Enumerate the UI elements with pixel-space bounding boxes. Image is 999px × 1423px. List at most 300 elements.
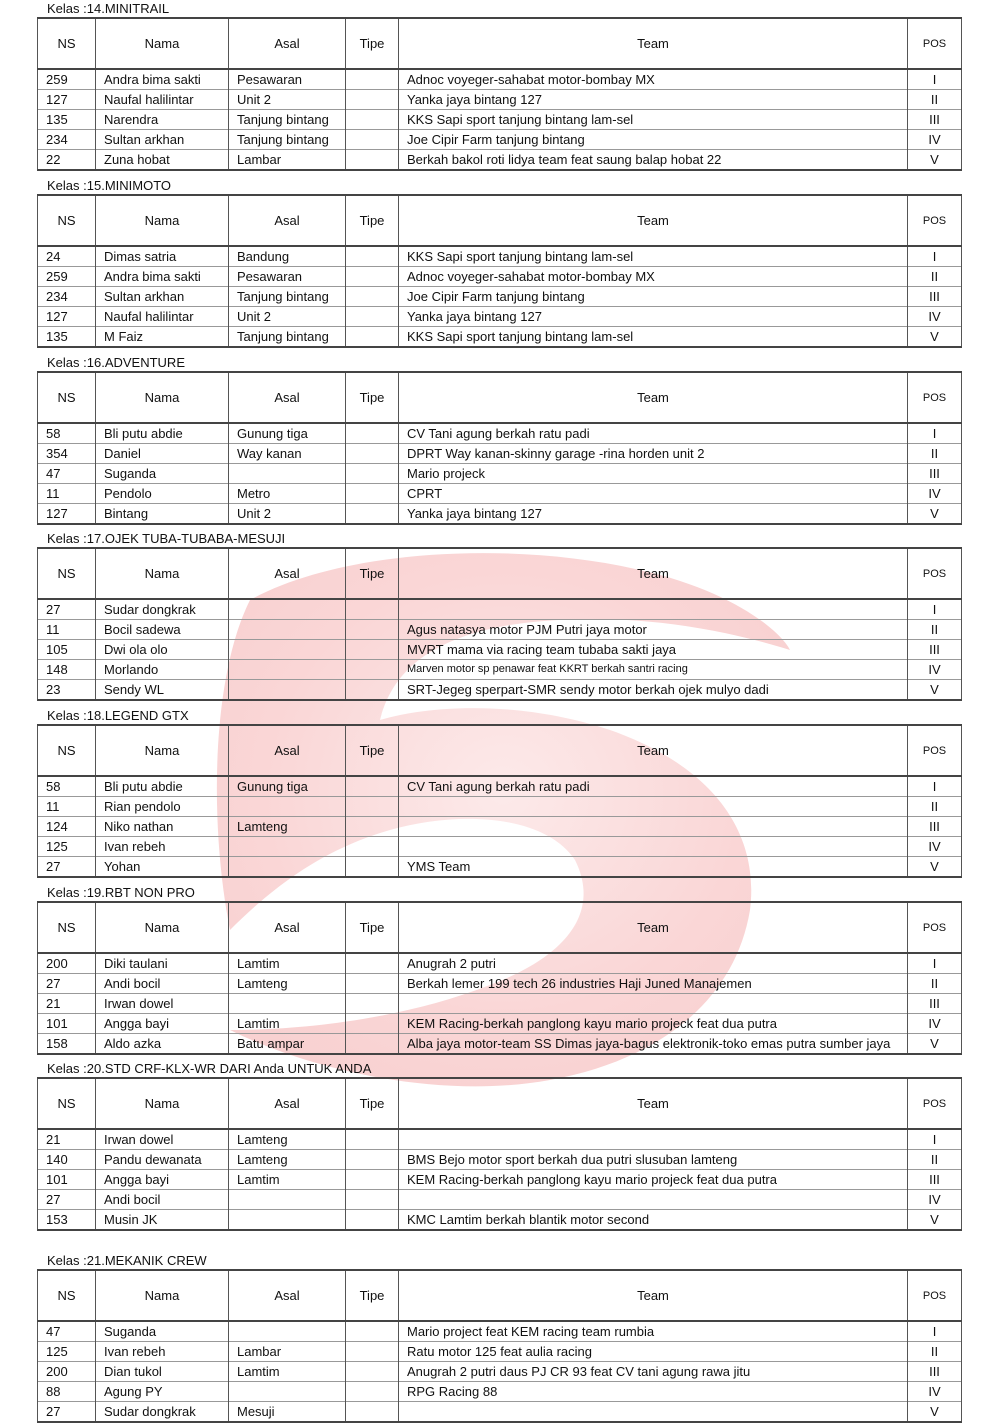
- table-row: [38, 110, 962, 130]
- cell-team: Ratu motor 125 feat aulia racing: [399, 1342, 908, 1362]
- cell-team: Berkah lemer 199 tech 26 industries Haji Juned Manajemen: [399, 974, 908, 994]
- cell-ns: 234: [38, 287, 96, 307]
- table-row: [38, 1129, 962, 1150]
- cell-nama: Ivan rebeh: [96, 1342, 229, 1362]
- cell-ns: 200: [38, 953, 96, 974]
- column-header-team: Team: [399, 902, 908, 953]
- cell-nama: Dian tukol: [96, 1362, 229, 1382]
- header-row: [38, 548, 962, 599]
- table-row: [38, 423, 962, 444]
- cell-asal: [229, 680, 346, 701]
- header-row: [38, 725, 962, 776]
- table-row: [38, 444, 962, 464]
- column-header-nama: Nama: [96, 18, 229, 69]
- cell-team: Adnoc voyeger-sahabat motor-bombay MX: [399, 69, 908, 90]
- class-title: Kelas :17.OJEK TUBA-TUBABA-MESUJI: [47, 531, 286, 546]
- cell-pos: I: [908, 953, 962, 974]
- cell-nama: Irwan dowel: [96, 1129, 229, 1150]
- cell-asal: [229, 660, 346, 680]
- column-header-team: Team: [399, 195, 908, 246]
- table-row: [38, 680, 962, 701]
- cell-team: [399, 994, 908, 1014]
- table-row: [38, 1034, 962, 1055]
- cell-nama: Agung PY: [96, 1382, 229, 1402]
- cell-team: MVRT mama via racing team tubaba sakti jaya: [399, 640, 908, 660]
- results-table: [37, 547, 962, 701]
- cell-tipe: [346, 857, 399, 878]
- cell-ns: 153: [38, 1210, 96, 1231]
- cell-pos: V: [908, 680, 962, 701]
- cell-nama: Narendra: [96, 110, 229, 130]
- cell-ns: 47: [38, 464, 96, 484]
- cell-ns: 234: [38, 130, 96, 150]
- cell-ns: 27: [38, 857, 96, 878]
- cell-pos: II: [908, 1150, 962, 1170]
- cell-pos: IV: [908, 130, 962, 150]
- results-table: [37, 194, 962, 348]
- cell-pos: V: [908, 504, 962, 525]
- cell-pos: IV: [908, 1382, 962, 1402]
- cell-pos: V: [908, 1210, 962, 1231]
- cell-ns: 259: [38, 267, 96, 287]
- cell-tipe: [346, 504, 399, 525]
- column-header-pos: POS: [908, 902, 962, 953]
- cell-nama: Sudar dongkrak: [96, 599, 229, 620]
- cell-pos: I: [908, 69, 962, 90]
- cell-asal: Way kanan: [229, 444, 346, 464]
- cell-tipe: [346, 1402, 399, 1423]
- cell-tipe: [346, 1170, 399, 1190]
- cell-tipe: [346, 327, 399, 348]
- cell-pos: II: [908, 90, 962, 110]
- cell-tipe: [346, 90, 399, 110]
- cell-team: KMC Lamtim berkah blantik motor second: [399, 1210, 908, 1231]
- cell-ns: 127: [38, 307, 96, 327]
- cell-pos: V: [908, 327, 962, 348]
- cell-tipe: [346, 1129, 399, 1150]
- cell-tipe: [346, 287, 399, 307]
- cell-nama: Dwi ola olo: [96, 640, 229, 660]
- column-header-ns: NS: [38, 1078, 96, 1129]
- cell-pos: IV: [908, 1190, 962, 1210]
- table-row: [38, 797, 962, 817]
- column-header-pos: POS: [908, 1270, 962, 1321]
- cell-ns: 27: [38, 974, 96, 994]
- cell-asal: [229, 1321, 346, 1342]
- column-header-pos: POS: [908, 195, 962, 246]
- cell-nama: Naufal halilintar: [96, 90, 229, 110]
- cell-team: Anugrah 2 putri daus PJ CR 93 feat CV tani agung rawa jitu: [399, 1362, 908, 1382]
- cell-tipe: [346, 953, 399, 974]
- cell-pos: V: [908, 150, 962, 171]
- cell-nama: Bli putu abdie: [96, 776, 229, 797]
- cell-pos: III: [908, 287, 962, 307]
- cell-nama: Suganda: [96, 464, 229, 484]
- cell-ns: 11: [38, 484, 96, 504]
- cell-tipe: [346, 660, 399, 680]
- cell-ns: 23: [38, 680, 96, 701]
- cell-pos: I: [908, 1129, 962, 1150]
- column-header-pos: POS: [908, 372, 962, 423]
- class-title: Kelas :15.MINIMOTO: [47, 178, 172, 193]
- table-row: [38, 1382, 962, 1402]
- cell-pos: III: [908, 994, 962, 1014]
- column-header-asal: Asal: [229, 902, 346, 953]
- cell-team: Joe Cipir Farm tanjung bintang: [399, 287, 908, 307]
- cell-team: Yanka jaya bintang 127: [399, 90, 908, 110]
- column-header-asal: Asal: [229, 725, 346, 776]
- cell-nama: Andra bima sakti: [96, 267, 229, 287]
- cell-asal: [229, 1382, 346, 1402]
- cell-pos: V: [908, 1402, 962, 1423]
- column-header-nama: Nama: [96, 195, 229, 246]
- cell-team: KKS Sapi sport tanjung bintang lam-sel: [399, 246, 908, 267]
- cell-team: Yanka jaya bintang 127: [399, 307, 908, 327]
- cell-tipe: [346, 110, 399, 130]
- cell-tipe: [346, 620, 399, 640]
- cell-pos: I: [908, 776, 962, 797]
- cell-team: Agus natasya motor PJM Putri jaya motor: [399, 620, 908, 640]
- cell-pos: III: [908, 1170, 962, 1190]
- cell-nama: Pandu dewanata: [96, 1150, 229, 1170]
- cell-ns: 88: [38, 1382, 96, 1402]
- column-header-asal: Asal: [229, 1270, 346, 1321]
- table-row: [38, 484, 962, 504]
- cell-asal: [229, 464, 346, 484]
- cell-team: Yanka jaya bintang 127: [399, 504, 908, 525]
- table-row: [38, 1362, 962, 1382]
- cell-nama: Morlando: [96, 660, 229, 680]
- cell-asal: Tanjung bintang: [229, 130, 346, 150]
- cell-pos: III: [908, 640, 962, 660]
- cell-team: Mario project feat KEM racing team rumbia: [399, 1321, 908, 1342]
- cell-tipe: [346, 797, 399, 817]
- column-header-team: Team: [399, 1270, 908, 1321]
- cell-team: CV Tani agung berkah ratu padi: [399, 423, 908, 444]
- column-header-nama: Nama: [96, 902, 229, 953]
- column-header-tipe: Tipe: [346, 902, 399, 953]
- cell-ns: 27: [38, 1190, 96, 1210]
- cell-team: CPRT: [399, 484, 908, 504]
- cell-ns: 47: [38, 1321, 96, 1342]
- cell-pos: I: [908, 599, 962, 620]
- column-header-pos: POS: [908, 548, 962, 599]
- cell-nama: Diki taulani: [96, 953, 229, 974]
- cell-tipe: [346, 1014, 399, 1034]
- class-title: Kelas :20.STD CRF-KLX-WR DARI Anda UNTUK ANDA: [47, 1061, 372, 1076]
- table-row: [38, 857, 962, 878]
- column-header-pos: POS: [908, 18, 962, 69]
- cell-pos: IV: [908, 484, 962, 504]
- cell-asal: Lamtim: [229, 1362, 346, 1382]
- cell-team: KKS Sapi sport tanjung bintang lam-sel: [399, 110, 908, 130]
- table-row: [38, 1321, 962, 1342]
- cell-asal: Batu ampar: [229, 1034, 346, 1055]
- cell-nama: Niko nathan: [96, 817, 229, 837]
- column-header-asal: Asal: [229, 18, 346, 69]
- cell-asal: Lamteng: [229, 1129, 346, 1150]
- column-header-asal: Asal: [229, 1078, 346, 1129]
- column-header-tipe: Tipe: [346, 18, 399, 69]
- cell-tipe: [346, 640, 399, 660]
- cell-ns: 140: [38, 1150, 96, 1170]
- cell-pos: I: [908, 246, 962, 267]
- cell-pos: I: [908, 423, 962, 444]
- cell-asal: [229, 857, 346, 878]
- cell-asal: [229, 1210, 346, 1231]
- table-row: [38, 974, 962, 994]
- cell-nama: Musin JK: [96, 1210, 229, 1231]
- table-row: [38, 599, 962, 620]
- cell-pos: III: [908, 817, 962, 837]
- table-row: [38, 1402, 962, 1423]
- cell-asal: Lambar: [229, 150, 346, 171]
- cell-tipe: [346, 1150, 399, 1170]
- column-header-pos: POS: [908, 1078, 962, 1129]
- cell-asal: Pesawaran: [229, 267, 346, 287]
- cell-team: KKS Sapi sport tanjung bintang lam-sel: [399, 327, 908, 348]
- cell-team: [399, 797, 908, 817]
- table-row: [38, 1014, 962, 1034]
- table-row: [38, 1150, 962, 1170]
- column-header-ns: NS: [38, 548, 96, 599]
- column-header-team: Team: [399, 372, 908, 423]
- cell-pos: II: [908, 620, 962, 640]
- cell-tipe: [346, 1342, 399, 1362]
- cell-nama: Zuna hobat: [96, 150, 229, 171]
- cell-nama: Bintang: [96, 504, 229, 525]
- cell-nama: Daniel: [96, 444, 229, 464]
- cell-pos: II: [908, 444, 962, 464]
- cell-tipe: [346, 837, 399, 857]
- cell-ns: 101: [38, 1170, 96, 1190]
- class-title: Kelas :18.LEGEND GTX: [47, 708, 189, 723]
- column-header-tipe: Tipe: [346, 1270, 399, 1321]
- header-row: [38, 195, 962, 246]
- cell-asal: Gunung tiga: [229, 423, 346, 444]
- cell-asal: Tanjung bintang: [229, 287, 346, 307]
- class-title: Kelas :14.MINITRAIL: [47, 1, 170, 16]
- cell-asal: [229, 640, 346, 660]
- cell-ns: 148: [38, 660, 96, 680]
- cell-team: RPG Racing 88: [399, 1382, 908, 1402]
- cell-asal: [229, 837, 346, 857]
- table-row: [38, 1342, 962, 1362]
- cell-tipe: [346, 484, 399, 504]
- cell-team: Anugrah 2 putri: [399, 953, 908, 974]
- table-row: [38, 69, 962, 90]
- cell-tipe: [346, 994, 399, 1014]
- results-table: [37, 1269, 962, 1423]
- column-header-ns: NS: [38, 1270, 96, 1321]
- results-table: [37, 17, 962, 171]
- column-header-ns: NS: [38, 18, 96, 69]
- cell-team: KEM Racing-berkah panglong kayu mario projeck feat dua putra: [399, 1014, 908, 1034]
- cell-nama: Sendy WL: [96, 680, 229, 701]
- cell-ns: 11: [38, 797, 96, 817]
- cell-ns: 125: [38, 1342, 96, 1362]
- cell-team: KEM Racing-berkah panglong kayu mario projeck feat dua putra: [399, 1170, 908, 1190]
- cell-pos: IV: [908, 837, 962, 857]
- table-row: [38, 1190, 962, 1210]
- cell-tipe: [346, 1382, 399, 1402]
- table-row: [38, 307, 962, 327]
- cell-ns: 22: [38, 150, 96, 171]
- header-row: [38, 902, 962, 953]
- cell-team: CV Tani agung berkah ratu padi: [399, 776, 908, 797]
- cell-tipe: [346, 1321, 399, 1342]
- cell-team: YMS Team: [399, 857, 908, 878]
- cell-nama: Suganda: [96, 1321, 229, 1342]
- cell-tipe: [346, 974, 399, 994]
- cell-tipe: [346, 444, 399, 464]
- class-title: Kelas :19.RBT NON PRO: [47, 885, 195, 900]
- column-header-ns: NS: [38, 372, 96, 423]
- cell-team: Mario projeck: [399, 464, 908, 484]
- table-row: [38, 620, 962, 640]
- cell-tipe: [346, 1190, 399, 1210]
- cell-ns: 135: [38, 110, 96, 130]
- cell-team: Joe Cipir Farm tanjung bintang: [399, 130, 908, 150]
- table-row: [38, 130, 962, 150]
- cell-pos: II: [908, 974, 962, 994]
- cell-pos: II: [908, 267, 962, 287]
- cell-team: Berkah bakol roti lidya team feat saung balap hobat 22: [399, 150, 908, 171]
- cell-team: DPRT Way kanan-skinny garage -rina horden unit 2: [399, 444, 908, 464]
- cell-ns: 124: [38, 817, 96, 837]
- cell-asal: Lambar: [229, 1342, 346, 1362]
- cell-pos: V: [908, 857, 962, 878]
- cell-tipe: [346, 599, 399, 620]
- cell-pos: V: [908, 1034, 962, 1055]
- column-header-nama: Nama: [96, 1270, 229, 1321]
- cell-tipe: [346, 680, 399, 701]
- cell-ns: 105: [38, 640, 96, 660]
- header-row: [38, 372, 962, 423]
- table-row: [38, 660, 962, 680]
- table-row: [38, 246, 962, 267]
- cell-team: [399, 599, 908, 620]
- cell-pos: IV: [908, 307, 962, 327]
- cell-team: Marven motor sp penawar feat KKRT berkah santri racing: [399, 660, 908, 680]
- column-header-asal: Asal: [229, 548, 346, 599]
- column-header-asal: Asal: [229, 372, 346, 423]
- table-row: [38, 1170, 962, 1190]
- table-row: [38, 150, 962, 171]
- cell-tipe: [346, 246, 399, 267]
- cell-pos: IV: [908, 1014, 962, 1034]
- column-header-nama: Nama: [96, 548, 229, 599]
- column-header-tipe: Tipe: [346, 195, 399, 246]
- results-table: [37, 724, 962, 878]
- cell-ns: 354: [38, 444, 96, 464]
- cell-asal: Lamtim: [229, 1170, 346, 1190]
- table-row: [38, 287, 962, 307]
- class-title: Kelas :16.ADVENTURE: [47, 355, 185, 370]
- cell-nama: Naufal halilintar: [96, 307, 229, 327]
- table-row: [38, 1210, 962, 1231]
- cell-pos: III: [908, 464, 962, 484]
- cell-nama: Angga bayi: [96, 1014, 229, 1034]
- table-row: [38, 267, 962, 287]
- cell-nama: M Faiz: [96, 327, 229, 348]
- column-header-team: Team: [399, 18, 908, 69]
- cell-nama: Rian pendolo: [96, 797, 229, 817]
- column-header-tipe: Tipe: [346, 548, 399, 599]
- cell-team: [399, 817, 908, 837]
- cell-pos: I: [908, 1321, 962, 1342]
- cell-nama: Dimas satria: [96, 246, 229, 267]
- cell-asal: [229, 1190, 346, 1210]
- cell-tipe: [346, 1034, 399, 1055]
- table-row: [38, 817, 962, 837]
- cell-nama: Sudar dongkrak: [96, 1402, 229, 1423]
- cell-ns: 259: [38, 69, 96, 90]
- column-header-tipe: Tipe: [346, 1078, 399, 1129]
- column-header-asal: Asal: [229, 195, 346, 246]
- cell-pos: III: [908, 1362, 962, 1382]
- cell-nama: Sultan arkhan: [96, 287, 229, 307]
- cell-nama: Pendolo: [96, 484, 229, 504]
- cell-team: Alba jaya motor-team SS Dimas jaya-bagus elektronik-toko emas putra sumber jaya: [399, 1034, 908, 1055]
- cell-asal: Unit 2: [229, 307, 346, 327]
- cell-team: [399, 1129, 908, 1150]
- cell-tipe: [346, 150, 399, 171]
- cell-ns: 27: [38, 1402, 96, 1423]
- table-row: [38, 994, 962, 1014]
- table-row: [38, 504, 962, 525]
- cell-ns: 127: [38, 504, 96, 525]
- class-title: Kelas :21.MEKANIK CREW: [47, 1253, 207, 1268]
- column-header-team: Team: [399, 548, 908, 599]
- cell-ns: 58: [38, 776, 96, 797]
- cell-nama: Andra bima sakti: [96, 69, 229, 90]
- cell-team: [399, 837, 908, 857]
- cell-tipe: [346, 423, 399, 444]
- cell-asal: Lamteng: [229, 817, 346, 837]
- cell-ns: 200: [38, 1362, 96, 1382]
- cell-asal: [229, 797, 346, 817]
- column-header-nama: Nama: [96, 372, 229, 423]
- header-row: [38, 1078, 962, 1129]
- cell-asal: [229, 620, 346, 640]
- column-header-ns: NS: [38, 195, 96, 246]
- cell-asal: Tanjung bintang: [229, 327, 346, 348]
- cell-tipe: [346, 1210, 399, 1231]
- cell-ns: 58: [38, 423, 96, 444]
- cell-ns: 11: [38, 620, 96, 640]
- cell-asal: Lamtim: [229, 953, 346, 974]
- cell-asal: [229, 994, 346, 1014]
- cell-asal: Lamteng: [229, 1150, 346, 1170]
- cell-ns: 135: [38, 327, 96, 348]
- table-row: [38, 90, 962, 110]
- cell-ns: 24: [38, 246, 96, 267]
- table-row: [38, 837, 962, 857]
- cell-nama: Andi bocil: [96, 1190, 229, 1210]
- table-row: [38, 776, 962, 797]
- cell-nama: Angga bayi: [96, 1170, 229, 1190]
- cell-ns: 127: [38, 90, 96, 110]
- column-header-nama: Nama: [96, 725, 229, 776]
- cell-ns: 27: [38, 599, 96, 620]
- cell-team: [399, 1190, 908, 1210]
- results-table: [37, 371, 962, 525]
- results-table: [37, 901, 962, 1055]
- cell-team: BMS Bejo motor sport berkah dua putri slusuban lamteng: [399, 1150, 908, 1170]
- cell-nama: Irwan dowel: [96, 994, 229, 1014]
- cell-asal: Mesuji: [229, 1402, 346, 1423]
